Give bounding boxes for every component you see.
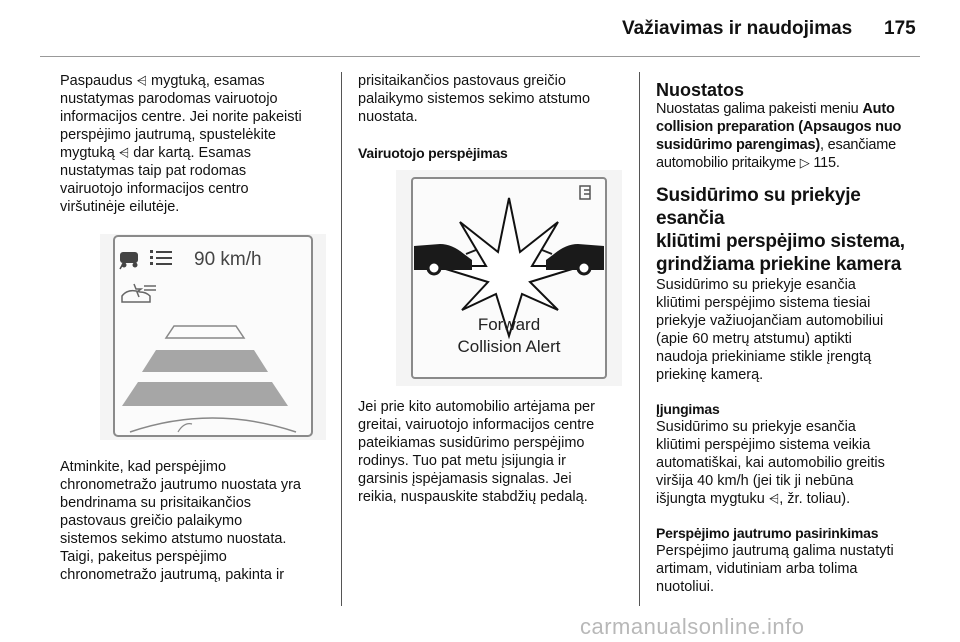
column-2 [358,72,622,162]
watermark: carmanualsonline.info [580,614,805,639]
col2-paragraph-1: prisitaikančios pastovaus greičio palaikymo sistemos sekimo atstumo nuostata. [358,73,591,125]
column-1 [60,72,324,216]
col3-paragraph-4: Perspėjimo jautrumą galima nustatyti artimam, vidutiniam arba tolima nuotoliui. [656,543,894,595]
column-3 [656,80,926,596]
distance-setting-icon: ⩤ [136,73,147,88]
forward-collision-alert-figure [396,170,622,386]
col1-paragraph-1: Paspaudus ⩤ mygtuką, esamas nustatymas parodomas vairuotojo informacijos centre. Jei norite pakeisti perspėjimo jautrumą, spustelėkite mygtuką ⩤ dar kartą. Esamas nustatymas taip pat rodomas vairuotojo informacijos centro viršutinėje eilutėje. [60,73,302,215]
distance-bar-3 [122,382,288,406]
heading-nuostatos: Nuostatos [656,80,745,100]
col3-paragraph-2: Susidūrimo su priekyje esančia kliūtimi perspėjimo sistema tiesiai priekyje važiuojančiam automobiliui (apie 60 metrų atstumu) aptikti naudoja priekiniame stikle įrengtą priekinę kamerą. [656,277,884,383]
forward-collision-alert-illustration [396,170,622,386]
distance-bar-2 [142,350,268,372]
alert-text-line-2: Collision Alert [457,337,561,356]
driver-info-display-figure [100,234,326,440]
col3-paragraph-1: Nuostatas galima pakeisti meniu Auto collision preparation (Apsaugos nuo susidūrimo parengimas), esančiame automobilio pritaikyme ▷ 115. [656,101,902,171]
subheading-sensitivity: Perspėjimo jautrumo pasirinkimas [656,525,879,541]
heading-forward-collision-system: Susidūrimo su priekyje esančia kliūtimi perspėjimo sistema, grindžiama priekine kamera [656,185,905,275]
display-speed: 90 km/h [194,249,262,270]
running-header-title: Važiavimas ir naudojimas [622,18,853,39]
collision-alert-button-icon: ⩤ [768,491,780,506]
alert-text-line-1: Forward [477,315,541,334]
distance-setting-icon: ⩤ [118,145,130,160]
page-reference-arrow-icon: ▷ [799,155,810,170]
column-divider-2 [639,72,640,606]
col2-paragraph-2: Jei prie kito automobilio artėjama per greitai, vairuotojo informacijos centre pateikiamas susidūrimo perspėjimo rodinys. Tuo pat metu įsijungia ir garsinis įspėjamasis signalas. Jei reikia, nuspauskite stabdžių pedalą. [358,399,595,505]
subheading-ijungimas: Įjungimas [656,401,720,417]
page-number: 175 [884,18,916,39]
header-rule [40,56,920,57]
column-divider-1 [341,72,342,606]
col3-paragraph-3: Susidūrimo su priekyje esančia kliūtimi perspėjimo sistema veikia automatiškai, kai automobilio greitis viršija 40 km/h (jei tik ji nebūna išjungta mygtuku ⩤, žr. toliau). [656,419,885,507]
column-1-lower [60,458,324,584]
col2-subheading: Vairuotojo perspėjimas [358,145,508,161]
distance-bar-1 [166,326,244,338]
col1-paragraph-2: Atminkite, kad perspėjimo chronometražo jautrumo nuostata yra bendrinama su prisitaikančios pastovaus greičio palaikymo sistemos sekimo atstumo nuostata. Taigi, pakeitus perspėjimo chronometražo jautrumą, pakinta ir [60,459,301,583]
driver-info-display-illustration [100,234,326,440]
column-2-lower [358,398,622,506]
